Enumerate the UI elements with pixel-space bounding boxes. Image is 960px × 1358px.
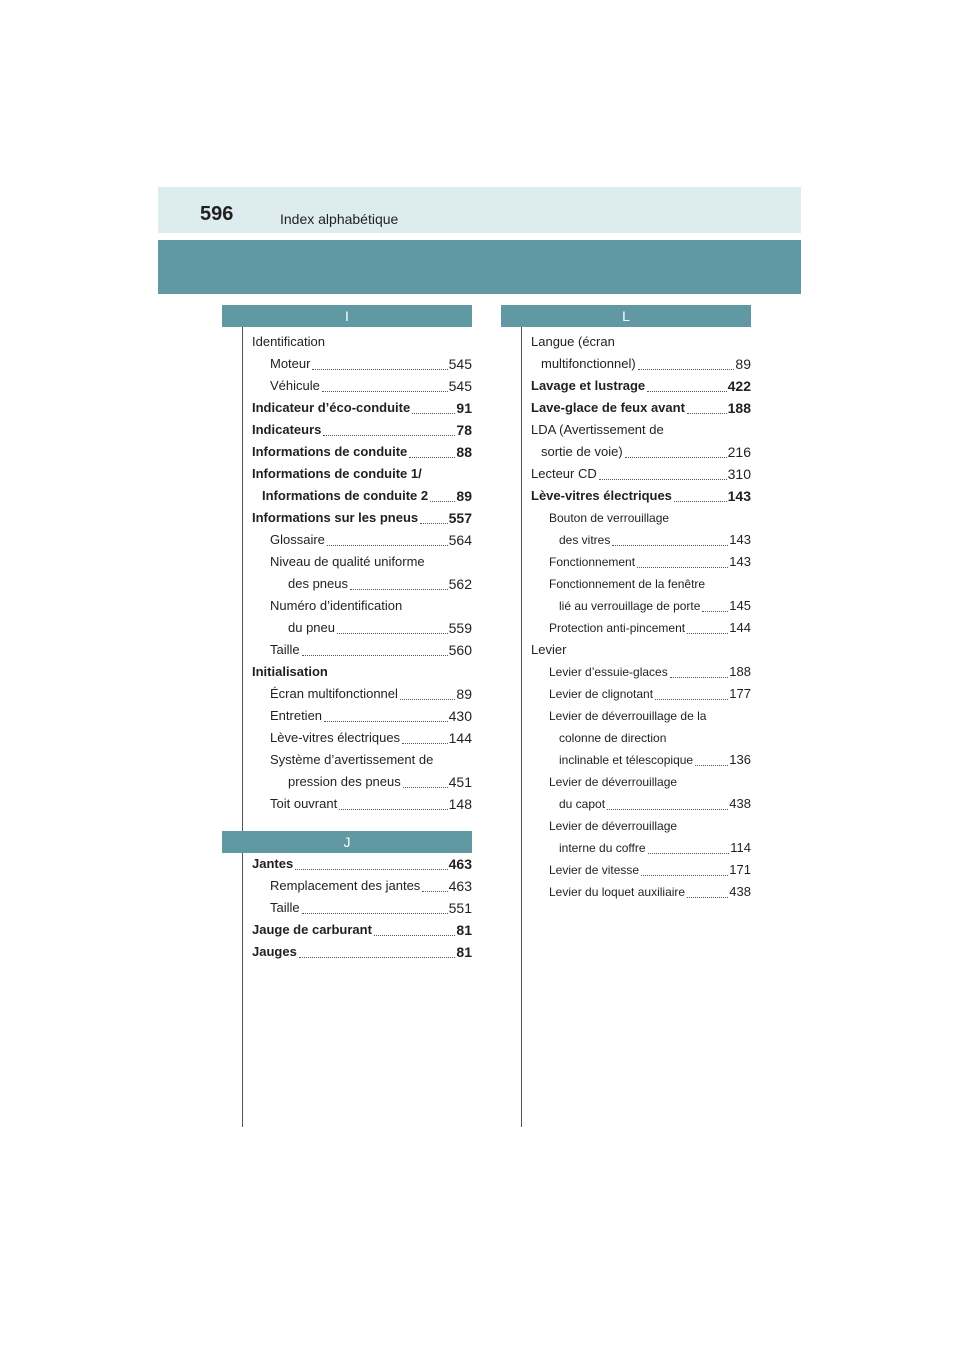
entry-page-number: 177: [729, 686, 751, 701]
index-entry: [252, 441, 472, 463]
entry-page-number: 114: [730, 840, 751, 855]
entry-term: Initialisation: [252, 664, 328, 679]
index-entry: [531, 397, 751, 419]
page-title: Index alphabétique: [280, 211, 399, 227]
dot-leader: [402, 743, 448, 744]
entry-page-number: 188: [729, 664, 751, 679]
index-entry: [252, 705, 472, 727]
section-l: [501, 305, 751, 903]
entry-term: Levier de déverrouillage: [549, 775, 678, 789]
header-bar: [158, 187, 801, 233]
index-entry: [531, 639, 751, 661]
dot-leader: [430, 501, 455, 502]
index-entry: [531, 661, 751, 683]
entry-page-number: 81: [456, 922, 472, 938]
index-entry: [531, 837, 751, 859]
entry-page-number: 136: [729, 752, 751, 767]
index-entry: [531, 859, 751, 881]
index-entry: [531, 463, 751, 485]
entry-page-number: 144: [729, 620, 751, 635]
dot-leader: [670, 677, 729, 678]
entry-page-number: 145: [729, 598, 751, 613]
entry-term: Véhicule: [270, 378, 320, 393]
index-entry: [531, 507, 751, 529]
entry-term: des pneus: [288, 576, 348, 591]
index-entry: [252, 749, 472, 771]
dot-leader: [409, 457, 455, 458]
dot-leader: [607, 809, 728, 810]
entry-term: Fonctionnement: [549, 555, 636, 569]
entry-term: Lève-vitres électriques: [531, 488, 672, 503]
entry-term: des vitres: [559, 533, 611, 547]
index-entry: [531, 617, 751, 639]
entry-page-number: 143: [729, 532, 751, 547]
section-l-entries: [501, 327, 751, 903]
entry-page-number: 88: [456, 444, 472, 460]
entry-page-number: 559: [448, 620, 472, 636]
index-entry: [252, 485, 472, 507]
entry-page-number: 91: [456, 400, 472, 416]
entry-term: Bouton de verrouillage: [549, 511, 670, 525]
entry-term: Levier: [531, 642, 567, 657]
entry-page-number: 438: [729, 796, 751, 811]
dot-leader: [702, 611, 728, 612]
entry-term: LDA (Avertissement de: [531, 422, 664, 437]
entry-page-number: 451: [448, 774, 472, 790]
index-entry: [252, 507, 472, 529]
dot-leader: [647, 391, 726, 392]
index-entry: [531, 815, 751, 837]
entry-page-number: 78: [456, 422, 472, 438]
entry-term: multifonctionnel): [541, 356, 636, 371]
index-entry: [252, 353, 472, 375]
entry-term: colonne de direction: [559, 731, 667, 745]
entry-term: Identification: [252, 334, 325, 349]
entry-term: Taille: [270, 642, 300, 657]
section-letter-l: L: [501, 305, 751, 327]
dot-leader: [625, 457, 727, 458]
entry-term: Levier du loquet auxiliaire: [549, 885, 686, 899]
entry-page-number: 430: [448, 708, 472, 724]
header-band: [158, 240, 801, 294]
dot-leader: [323, 435, 455, 436]
index-entry: [252, 771, 472, 793]
dot-leader: [324, 721, 448, 722]
dot-leader: [374, 935, 455, 936]
entry-term: Système d’avertissement de: [270, 752, 434, 767]
dot-leader: [422, 891, 447, 892]
entry-term: du capot: [559, 797, 606, 811]
dot-leader: [302, 913, 448, 914]
entry-term: Lecteur CD: [531, 466, 597, 481]
entry-page-number: 143: [729, 554, 751, 569]
index-entry: [531, 683, 751, 705]
entry-term: Remplacement des jantes: [270, 878, 421, 893]
index-entry: [252, 463, 472, 485]
index-entry: [252, 529, 472, 551]
index-entry: [252, 941, 472, 963]
entry-page-number: 171: [729, 862, 751, 877]
index-entry: [252, 661, 472, 683]
entry-page-number: 562: [448, 576, 472, 592]
dot-leader: [350, 589, 448, 590]
index-entry: [252, 419, 472, 441]
dot-leader: [637, 567, 728, 568]
entry-page-number: 551: [448, 900, 472, 916]
dot-leader: [337, 633, 448, 634]
dot-leader: [299, 957, 456, 958]
dot-leader: [687, 413, 727, 414]
dot-leader: [322, 391, 448, 392]
entry-term: Moteur: [270, 356, 311, 371]
entry-page-number: 81: [456, 944, 472, 960]
dot-leader: [295, 869, 447, 870]
index-entry: [531, 881, 751, 903]
entry-page-number: 463: [448, 856, 472, 872]
entry-term: Jantes: [252, 856, 294, 871]
entry-term: Lève-vitres électriques: [270, 730, 401, 745]
entry-term: Taille: [270, 900, 300, 915]
entry-page-number: 216: [727, 444, 751, 460]
entry-term: Levier de déverrouillage de la: [549, 709, 707, 723]
index-entry: [252, 375, 472, 397]
index-entry: [252, 331, 472, 353]
index-entry: [252, 897, 472, 919]
entry-term: Indicateurs: [252, 422, 322, 437]
entry-term: Langue (écran: [531, 334, 615, 349]
dot-leader: [327, 545, 448, 546]
entry-page-number: 422: [727, 378, 751, 394]
dot-leader: [599, 479, 727, 480]
dot-leader: [648, 853, 730, 854]
entry-term: Jauge de carburant: [252, 922, 372, 937]
entry-term: Levier de vitesse: [549, 863, 640, 877]
entry-term: Informations de conduite 2: [262, 488, 429, 503]
section-i: [222, 305, 472, 815]
index-entry: [252, 551, 472, 573]
index-entry: [531, 375, 751, 397]
entry-page-number: 560: [448, 642, 472, 658]
entry-term: Entretien: [270, 708, 323, 723]
index-entry: [531, 551, 751, 573]
index-entry: [531, 331, 751, 353]
entry-term: Informations de conduite 1/: [252, 466, 422, 481]
index-entry: [252, 853, 472, 875]
index-entry: [531, 749, 751, 771]
entry-term: du pneu: [288, 620, 335, 635]
dot-leader: [612, 545, 728, 546]
index-entry: [252, 639, 472, 661]
index-entry: [531, 529, 751, 551]
dot-leader: [687, 633, 728, 634]
page-number: 596: [200, 203, 234, 225]
dot-leader: [638, 369, 735, 370]
dot-leader: [339, 809, 447, 810]
index-entry: [252, 573, 472, 595]
entry-term: Informations de conduite: [252, 444, 408, 459]
index-entry: [531, 771, 751, 793]
entry-page-number: 545: [448, 356, 472, 372]
entry-term: sortie de voie): [541, 444, 623, 459]
dot-leader: [420, 523, 447, 524]
entry-term: Levier de déverrouillage: [549, 819, 678, 833]
index-entry: [252, 595, 472, 617]
dot-leader: [687, 897, 728, 898]
index-entry: [531, 485, 751, 507]
index-entry: [252, 617, 472, 639]
entry-term: inclinable et télescopique: [559, 753, 694, 767]
entry-page-number: 310: [727, 466, 751, 482]
dot-leader: [695, 765, 728, 766]
entry-term: Jauges: [252, 944, 297, 959]
entry-page-number: 89: [456, 488, 472, 504]
dot-leader: [312, 369, 447, 370]
dot-leader: [400, 699, 456, 700]
entry-page-number: 463: [448, 878, 472, 894]
entry-term: Toit ouvrant: [270, 796, 338, 811]
index-entry: [531, 573, 751, 595]
entry-page-number: 143: [727, 488, 751, 504]
index-entry: [531, 419, 751, 441]
section-j: [222, 831, 472, 963]
section-letter-j: J: [222, 831, 472, 853]
entry-term: Glossaire: [270, 532, 325, 547]
dot-leader: [641, 875, 728, 876]
entry-term: Indicateur d’éco-conduite: [252, 400, 411, 415]
dot-leader: [655, 699, 728, 700]
entry-term: Fonctionnement de la fenêtre: [549, 577, 706, 591]
entry-term: pression des pneus: [288, 774, 401, 789]
entry-term: Numéro d’identification: [270, 598, 403, 613]
index-entry: [531, 595, 751, 617]
index-entry: [252, 875, 472, 897]
entry-page-number: 148: [448, 796, 472, 812]
entry-term: Lave-glace de feux avant: [531, 400, 685, 415]
section-i-entries: [222, 327, 472, 815]
section-j-entries: [222, 853, 472, 963]
entry-term: Levier d’essuie-glaces: [549, 665, 668, 679]
index-entry: [252, 919, 472, 941]
index-entry: [531, 705, 751, 727]
entry-page-number: 188: [727, 400, 751, 416]
section-letter-i: I: [222, 305, 472, 327]
index-entry: [531, 353, 751, 375]
entry-term: Écran multifonctionnel: [270, 686, 398, 701]
entry-term: Niveau de qualité uniforme: [270, 554, 425, 569]
entry-page-number: 557: [448, 510, 472, 526]
entry-page-number: 438: [729, 884, 751, 899]
entry-page-number: 545: [448, 378, 472, 394]
dot-leader: [412, 413, 455, 414]
entry-term: Informations sur les pneus: [252, 510, 419, 525]
entry-term: Levier de clignotant: [549, 687, 654, 701]
index-entry: [252, 727, 472, 749]
index-entry: [531, 793, 751, 815]
index-entry: [252, 397, 472, 419]
index-entry: [531, 727, 751, 749]
entry-page-number: 89: [735, 356, 751, 372]
dot-leader: [674, 501, 727, 502]
entry-page-number: 564: [448, 532, 472, 548]
index-entry: [531, 441, 751, 463]
entry-page-number: 89: [456, 686, 472, 702]
entry-term: Protection anti-pincement: [549, 621, 686, 635]
dot-leader: [403, 787, 448, 788]
dot-leader: [302, 655, 448, 656]
index-entry: [252, 793, 472, 815]
entry-page-number: 144: [448, 730, 472, 746]
entry-term: lié au verrouillage de porte: [559, 599, 701, 613]
entry-term: Lavage et lustrage: [531, 378, 646, 393]
index-entry: [252, 683, 472, 705]
entry-term: interne du coffre: [559, 841, 646, 855]
